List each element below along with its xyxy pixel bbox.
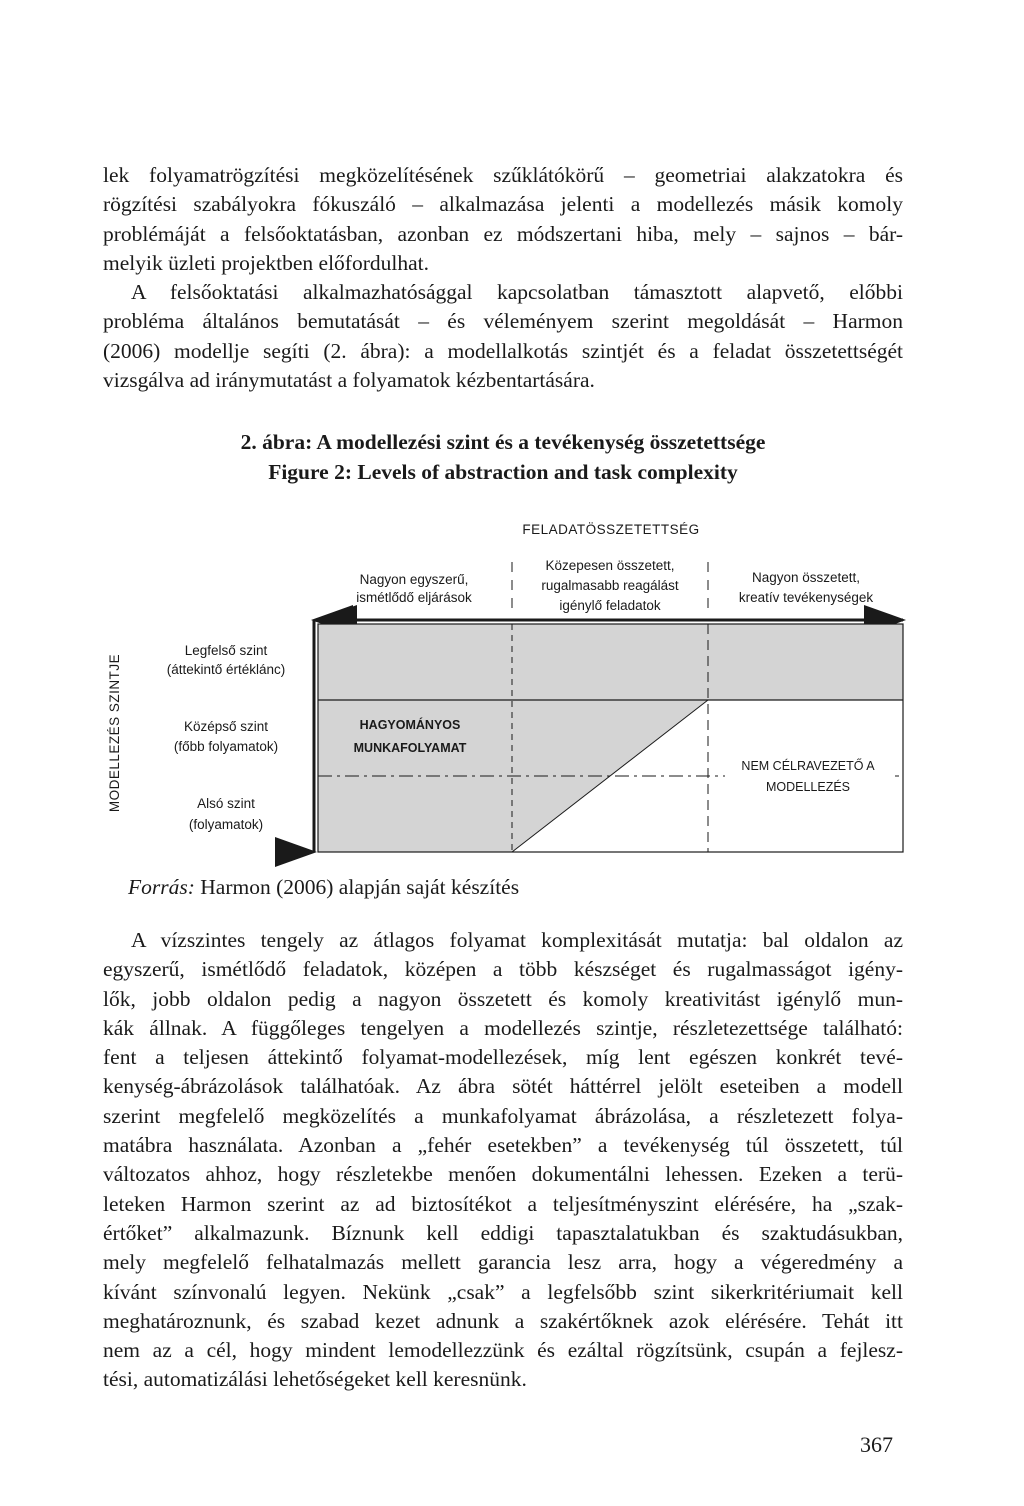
text-line: egyszerű, ismétlődő feladatok, középen a több készséget és rugalmasságot igény-: [103, 957, 903, 982]
figure-caption-en: Figure 2: Levels of abstraction and task complexity: [268, 460, 738, 484]
text-line: kák állnak. A függőleges tengelyen a modellezés szintje, részletezettsége található:: [103, 1015, 903, 1040]
column-header-line: Nagyon egyszerű,: [359, 572, 469, 587]
text-line: leteken Harmon szerint az ad biztosítékot a teljesítményszint elérésére, ha „szak-: [103, 1191, 903, 1216]
level-label-line: (áttekintő értéklánc): [166, 662, 286, 677]
text-line: kívánt színvonalú legyen. Nekünk „csak” a legfelsőbb szint sikerkritériumait kell: [103, 1279, 903, 1304]
text-line: értőket” alkalmazunk. Bíznunk kell eddigi tapasztalatukban és szaktudásukban,: [103, 1220, 903, 1245]
level-label-line: Alsó szint: [197, 796, 255, 811]
text-line: kenység-ábrázolások találhatóak. Az ábra sötét háttérrel jelölt eseteiben a modell: [103, 1074, 903, 1099]
text-line: A felsőoktatási alkalmazhatósággal kapcsolatban támasztott alapvető, előbbi: [131, 280, 903, 305]
text-line: rögzítési szabályokra fókuszáló – alkalmazása jelenti a modellezés másik komoly: [103, 192, 903, 217]
text-line: (2006) modellje segíti (2. ábra): a modellalkotás szintjét és a feladat összetettségét: [103, 338, 903, 363]
column-header-simple: [356, 572, 472, 605]
column-header-medium: [541, 558, 679, 613]
region-label-line: HAGYOMÁNYOS: [359, 718, 461, 732]
text-line: vizsgálva ad iránymutatást a folyamatok kézbentartására.: [103, 368, 595, 393]
text-line: fent a teljesen áttekintő folyamat-modellezések, míg lent egészen konkrét tevé-: [103, 1045, 903, 1070]
figure-caption-hu: 2. ábra: A modellezési szint és a tevékenység összetettsége: [240, 430, 766, 454]
body-paragraph: [103, 926, 903, 1395]
region-label-line: MUNKAFOLYAMAT: [353, 741, 467, 755]
level-label-line: (folyamatok): [188, 817, 264, 832]
region-label-line: MODELLEZÉS: [765, 780, 851, 794]
source-text: Harmon (2006) alapján saját készítés: [194, 875, 520, 899]
text-line: változatos ahhoz, hogy részletekbe menően dokumentálni lehessen. Ezeken a terü-: [103, 1162, 903, 1187]
level-label-top: [167, 643, 286, 677]
text-line: tési, automatizálási lehetőségeket kell keresnünk.: [103, 1367, 527, 1392]
level-label-line: Középső szint: [183, 719, 269, 734]
text-line: mely megfelelő felhatalmazás mellett garancia lesz arra, hogy a végeredmény a: [103, 1250, 903, 1275]
figure-source: [128, 875, 519, 900]
text-line: szerint megfelelő megközelítés a munkafolyamat ábrázolása, a részletezett folya-: [103, 1103, 903, 1128]
column-header-line: Közepesen összetett,: [545, 558, 675, 573]
column-header-line: Nagyon összetett,: [751, 570, 861, 585]
column-header-line: rugalmasabb reagálást: [541, 578, 679, 593]
level-label-line: (főbb folyamatok): [173, 739, 279, 754]
text-line: meghatároznunk, és szabad kezet adnunk a szakértőknek azok elérésére. Tehát itt: [103, 1308, 903, 1333]
text-line: melyik üzleti projektben előfordulhat.: [103, 250, 429, 275]
source-label: Forrás:: [128, 875, 195, 899]
region-label-line: NEM CÉLRAVEZETŐ A: [741, 759, 875, 773]
text-line: matábra használata. Azonban a „fehér esetekben” a tevékenység túl összetett, túl: [103, 1133, 903, 1158]
column-header-line: ismétlődő eljárások: [356, 590, 472, 605]
level-label-line: Legfelső szint: [184, 643, 268, 658]
page-number: 367: [860, 1432, 893, 1457]
shaded-region: [318, 624, 903, 852]
text-line: nem az a cél, hogy mindent lemodellezzünk és ezáltal rögzítsünk, csupán a fejlesz-: [103, 1338, 903, 1363]
top-axis-title: FELADATÖSSZETETTSÉG: [522, 522, 700, 537]
column-header-line: kreatív tevékenységek: [738, 590, 874, 605]
text-line: A vízszintes tengely az átlagos folyamat komplexitását mutatja: bal oldalon az: [131, 928, 903, 952]
level-label-bottom: [189, 796, 263, 832]
column-header-line: igénylő feladatok: [559, 598, 661, 613]
text-line: problémáját a felsőoktatásban, azonban ez módszertani hiba, mely – sajnos – bár-: [103, 221, 903, 246]
level-label-middle: [174, 719, 278, 754]
text-line: lek folyamatrögzítési megközelítésének szűklátókörű – geometriai alakzatokra és: [103, 163, 903, 187]
text-line: probléma általános bemutatását – és véleményem szerint megoldását – Harmon: [103, 309, 903, 334]
column-header-complex: [739, 570, 874, 605]
side-axis-title: MODELLEZÉS SZINTJE: [107, 653, 122, 813]
text-line: lők, jobb oldalon pedig a nagyon összetett és komoly kreativitást igénylő mun-: [103, 986, 903, 1011]
